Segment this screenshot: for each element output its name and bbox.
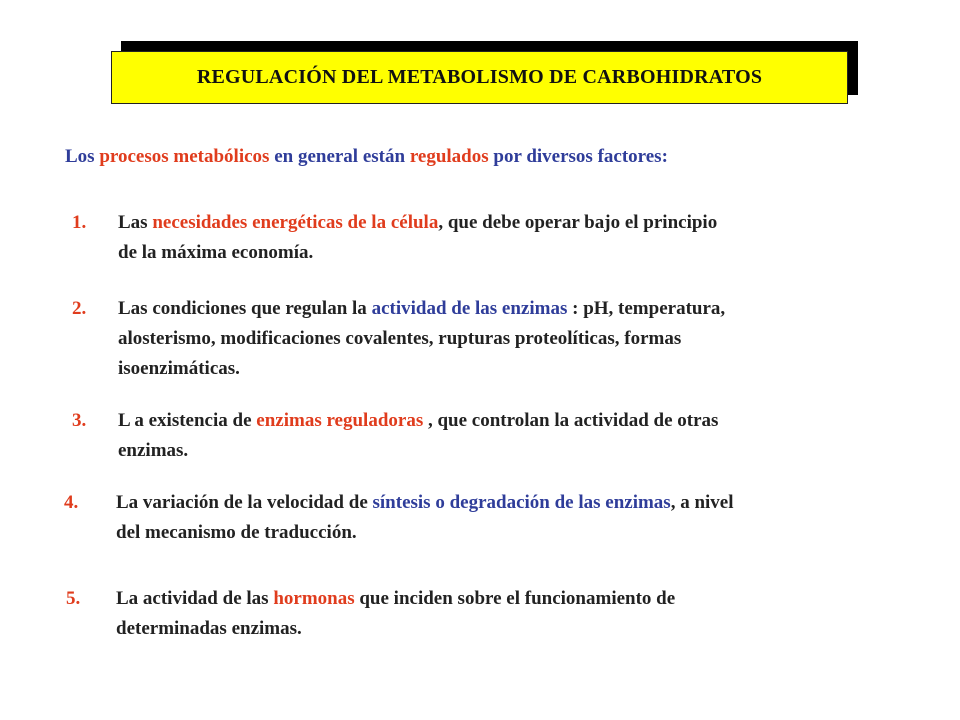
text-segment: alosterismo, modificaciones covalentes, rupturas proteolíticas, formas [118,328,682,349]
list-item-line [118,324,725,354]
list-item-number: 1. [72,212,87,233]
text-segment: : pH, temperatura, [567,298,726,319]
list-item-line [118,354,725,384]
intro-segment: por diversos factores: [488,146,668,167]
list-item-text [118,406,718,466]
text-segment: de la máxima economía. [118,242,314,263]
page-title: REGULACIÓN DEL METABOLISMO DE CARBOHIDRATOS [196,66,763,88]
text-segment: Las [118,212,153,233]
list-item-text [116,584,675,644]
intro-text [65,146,668,168]
text-segment: L a existencia de [118,410,257,431]
list-item-line [118,406,718,436]
text-segment: actividad de las enzimas [371,298,568,319]
list-item-text [118,294,725,384]
text-segment: La actividad de las [116,588,274,609]
list-item-text [118,208,717,268]
intro-segment: en general están [269,146,410,167]
list-item-line [116,584,675,614]
text-segment: enzimas. [118,440,189,461]
title-box [111,51,848,104]
text-segment: Las condiciones que regulan la [118,298,372,319]
list-item-number: 2. [72,298,87,319]
text-segment: que inciden sobre el funcionamiento de [354,588,676,609]
list-item-line [116,488,734,518]
text-segment: , a nivel [670,492,734,513]
list-item-number: 5. [66,588,81,609]
text-segment: , que controlan la actividad de otras [423,410,719,431]
list-item-number: 4. [64,492,79,513]
text-segment: del mecanismo de traducción. [116,522,357,543]
list-item-number: 3. [72,410,87,431]
intro-segment: procesos metabólicos [99,146,270,167]
list-item-line [118,436,718,466]
list-item-line [118,238,717,268]
list-item-line [116,614,675,644]
list-item-text [116,488,734,548]
text-segment: síntesis o degradación de las enzimas [372,492,671,513]
intro-segment: Los [65,146,100,167]
list-item-line [118,294,725,324]
text-segment: determinadas enzimas. [116,618,302,639]
text-segment: hormonas [273,588,355,609]
text-segment: , que debe operar bajo el principio [438,212,718,233]
list-item-line [118,208,717,238]
text-segment: La variación de la velocidad de [116,492,373,513]
intro-segment: regulados [409,146,489,167]
text-segment: isoenzimáticas. [118,358,240,379]
text-segment: necesidades energéticas de la célula [152,212,439,233]
list-item-line [116,518,734,548]
text-segment: enzimas reguladoras [256,410,424,431]
